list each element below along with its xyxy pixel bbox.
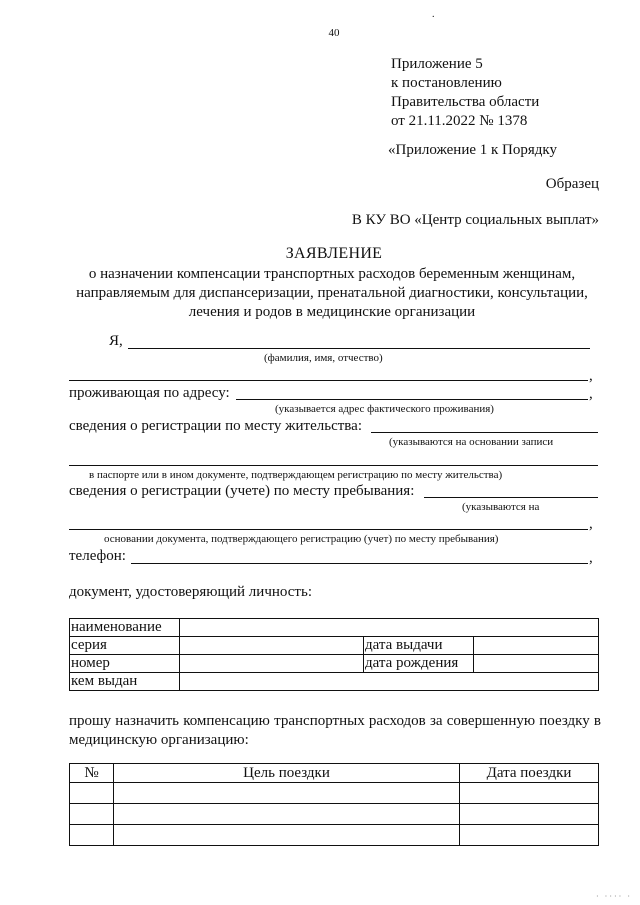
name-label: наименование <box>70 619 180 637</box>
issue-date-value-cell[interactable] <box>474 637 599 655</box>
appendix-block <box>391 55 539 131</box>
series-value-cell[interactable] <box>180 637 364 655</box>
identity-doc-label: документ, удостоверяющий личность: <box>69 584 312 600</box>
table-row <box>70 804 599 825</box>
birth-date-label: дата рождения <box>364 655 474 673</box>
footer-mark: · ···· · <box>596 892 632 901</box>
stay-continuation-line[interactable] <box>69 529 588 530</box>
name-value-cell[interactable] <box>180 619 599 637</box>
number-value-cell[interactable] <box>180 655 364 673</box>
trip-number-cell[interactable] <box>70 825 114 846</box>
issued-by-label: кем выдан <box>70 673 180 691</box>
stay-label: сведения о регистрации (учете) по месту пребывания: <box>69 483 415 499</box>
registration-field-line[interactable] <box>371 432 598 433</box>
sample-label: Образец <box>545 176 599 192</box>
table-row <box>70 619 599 637</box>
birth-date-value-cell[interactable] <box>474 655 599 673</box>
phone-label: телефон: <box>69 548 126 564</box>
comma: , <box>589 386 593 402</box>
issued-by-value-cell[interactable] <box>180 673 599 691</box>
identity-document-table <box>69 618 599 691</box>
table-row <box>70 655 599 673</box>
registration-hint-continued: в паспорте или в ином документе, подтверждающем регистрацию по месту жительства) <box>89 469 503 481</box>
registration-hint: (указываются на основании записи <box>389 436 554 448</box>
appendix-line-3: Правительства области <box>391 94 540 110</box>
request-text: прошу назначить компенсацию транспортных расходов за совершенную поездку в медицинскую организацию: <box>69 713 601 748</box>
table-row <box>70 673 599 691</box>
trip-number-cell[interactable] <box>70 783 114 804</box>
col-purpose-header: Цель поездки <box>114 764 460 783</box>
appendix-line-4: от 21.11.2022 № 1378 <box>391 113 528 129</box>
table-header-row <box>70 764 599 783</box>
registration-label: сведения о регистрации по месту жительства: <box>69 418 362 434</box>
trip-date-cell[interactable] <box>460 804 599 825</box>
trips-table <box>69 763 599 846</box>
phone-field-line[interactable] <box>131 563 588 564</box>
comma: , <box>589 368 593 384</box>
trip-purpose-cell[interactable] <box>114 804 460 825</box>
stay-field-line[interactable] <box>424 497 598 498</box>
stay-hint: (указываются на <box>462 501 540 513</box>
page-number: 40 <box>328 27 340 39</box>
trip-number-cell[interactable] <box>70 804 114 825</box>
col-number-header: № <box>70 764 114 783</box>
appendix-line-1: Приложение 5 <box>391 56 483 72</box>
table-row <box>70 825 599 846</box>
addressee: В КУ ВО «Центр социальных выплат» <box>351 212 599 228</box>
table-row <box>70 783 599 804</box>
ya-label: Я, <box>109 333 123 349</box>
trip-date-cell[interactable] <box>460 825 599 846</box>
trip-purpose-cell[interactable] <box>114 783 460 804</box>
document-subtitle: о назначении компенсации транспортных расходов беременным женщинам, направляемым для диспансеризации, пренатальной диагностики, консультации, лечения и родов в медицинские организации <box>76 266 588 320</box>
stay-hint-continued: основании документа, подтверждающего регистрацию (учет) по месту пребывания) <box>104 533 499 545</box>
trip-date-cell[interactable] <box>460 783 599 804</box>
table-row <box>70 637 599 655</box>
fio-hint: (фамилия, имя, отчество) <box>264 352 383 364</box>
top-dot: . <box>432 9 435 20</box>
issue-date-label: дата выдачи <box>364 637 474 655</box>
document-title: ЗАЯВЛЕНИЕ <box>285 245 383 262</box>
appendix-line-2: к постановлению <box>391 75 502 91</box>
trip-purpose-cell[interactable] <box>114 825 460 846</box>
address-label: проживающая по адресу: <box>69 385 230 401</box>
fio-continuation-line[interactable] <box>69 380 588 381</box>
order-reference: «Приложение 1 к Порядку <box>388 142 557 158</box>
comma: , <box>589 550 593 566</box>
number-label: номер <box>70 655 180 673</box>
fio-field-line[interactable] <box>128 348 590 349</box>
address-field-line[interactable] <box>236 399 588 400</box>
comma: , <box>589 516 593 532</box>
col-date-header: Дата поездки <box>460 764 599 783</box>
series-label: серия <box>70 637 180 655</box>
registration-continuation-line[interactable] <box>69 465 598 466</box>
address-hint: (указывается адрес фактического проживания) <box>275 403 494 415</box>
